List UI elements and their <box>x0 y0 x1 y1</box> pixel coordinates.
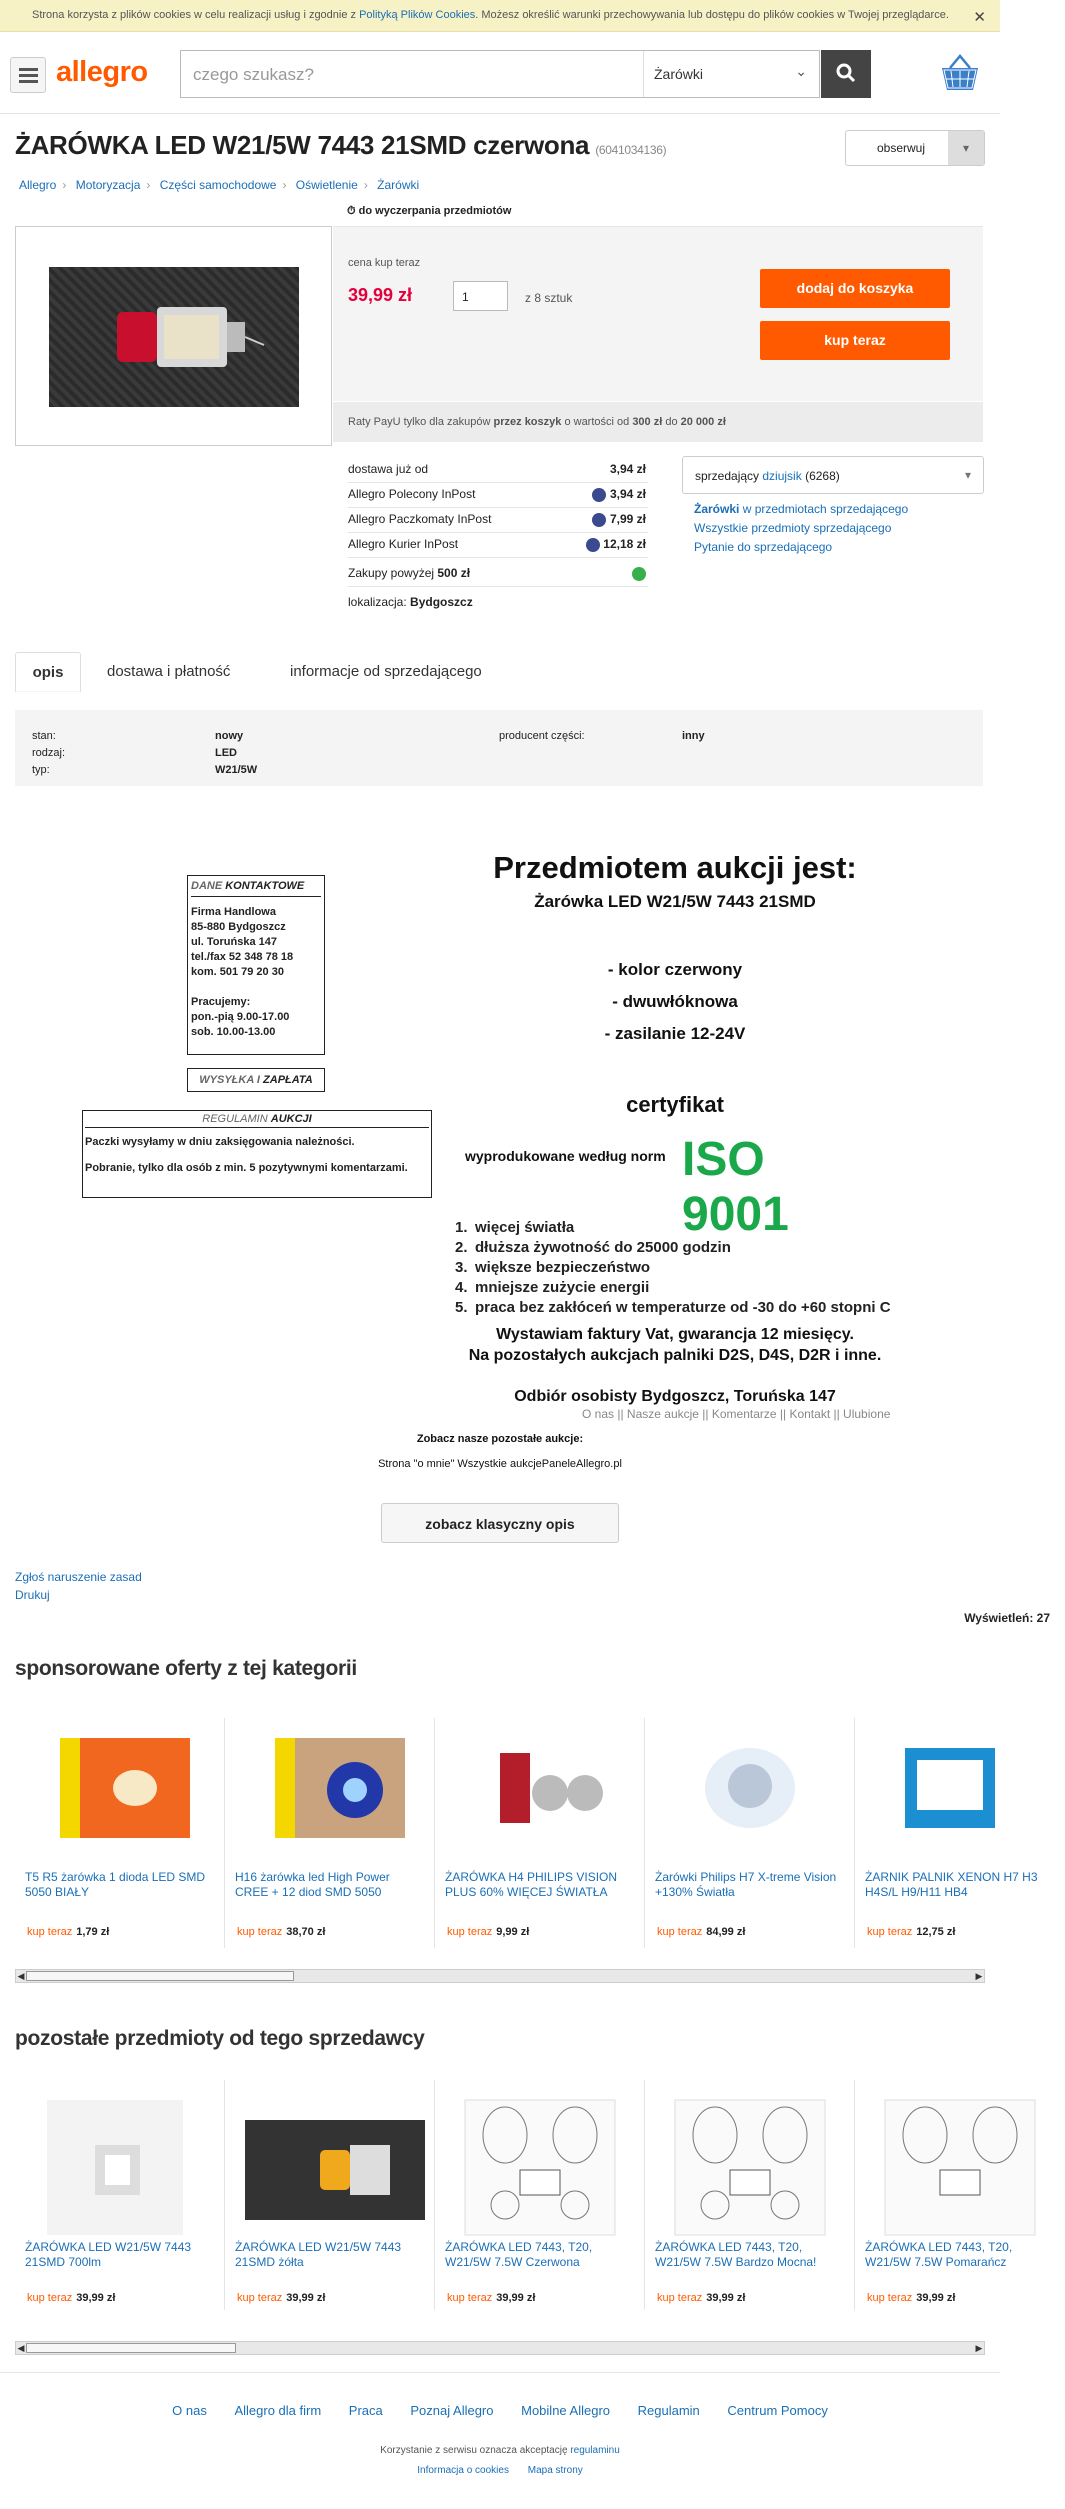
breadcrumb-item[interactable]: Żarówki <box>377 178 420 192</box>
shipping-row <box>348 483 648 508</box>
product-title: ŻARÓWKA LED W21/5W 7443 21SMD czerwona <box>15 130 590 160</box>
shipping-row <box>348 508 648 533</box>
contact-line: kom. 501 79 20 30 <box>191 966 284 978</box>
param-key: rodzaj: <box>32 747 66 759</box>
shipping-label: Allegro Polecony InPost <box>348 487 476 501</box>
offer-price-label: kup teraz <box>27 1926 73 1938</box>
sponsored-title: sponsorowane oferty z tej kategorii <box>15 1657 357 1680</box>
offer-price-value: 84,99 zł <box>706 1926 746 1938</box>
offer-image <box>235 2100 415 2235</box>
ask-seller-link[interactable]: Pytanie do sprzedającego <box>694 540 833 554</box>
sitemap-link[interactable]: Mapa strony <box>527 2465 583 2476</box>
param-value: inny <box>682 730 705 742</box>
offer-price-label: kup teraz <box>867 2292 913 2304</box>
offer-price-label: kup teraz <box>237 2292 283 2304</box>
price: 39,99 zł <box>348 285 413 305</box>
rules-text: Pobranie, tylko dla osób z min. 5 pozytywnymi komentarzami. <box>85 1162 408 1174</box>
shipping-price: 3,94 zł <box>609 462 646 476</box>
shipping-price: 7,99 zł <box>609 512 646 526</box>
product-photo[interactable] <box>15 226 332 446</box>
feature-text: mniejsze zużycie energii <box>475 1279 650 1296</box>
arrow-left-icon[interactable]: ◀ <box>17 2343 25 2353</box>
offer-price-value: 39,99 zł <box>916 2292 956 2304</box>
seller-links <box>694 500 908 557</box>
ad-spec: - zasilanie 12-24V <box>604 1024 746 1043</box>
ad-made: wyprodukowane według norm <box>465 1148 666 1164</box>
seller-items-carousel <box>15 2080 1013 2310</box>
offer-image <box>25 2100 205 2235</box>
offer-title[interactable]: Żarówki Philips H7 X-treme Vision +130% Światła <box>655 1870 837 1899</box>
ad-pickup: Odbiór osobisty Bydgoszcz, Toruńska 147 <box>514 1388 836 1405</box>
feature-text: większe bezpieczeństwo <box>475 1259 651 1276</box>
offer-card[interactable] <box>645 1718 855 1948</box>
tab-description[interactable]: opis <box>15 652 81 692</box>
product-image <box>49 267 299 407</box>
contact-heading-a: DANE <box>191 880 226 892</box>
offer-title[interactable]: ŻARÓWKA LED W21/5W 7443 21SMD żółta <box>235 2240 402 2269</box>
views-count: Wyświetleń: 27 <box>964 1611 1050 1625</box>
rules-box <box>82 1110 432 1198</box>
offer-price-value: 39,99 zł <box>286 2292 326 2304</box>
ad-iso: ISO 9001 <box>682 1133 789 1241</box>
offer-card[interactable] <box>15 1718 225 1948</box>
product-id: (6041034136) <box>595 143 667 157</box>
offer-price-label: kup teraz <box>657 1926 703 1938</box>
seller-rating: (6268) <box>805 469 840 483</box>
offer-card[interactable] <box>225 1718 435 1948</box>
tab-seller-info[interactable]: informacje od sprzedającego <box>290 663 482 680</box>
breadcrumb-separator: › <box>282 178 287 192</box>
offer-card[interactable] <box>435 1718 645 1948</box>
shipping-row <box>348 562 648 587</box>
cookie-text: Strona korzysta z plików cookies w celu realizacji usług i zgodnie z <box>32 9 360 21</box>
offer-card[interactable] <box>855 1718 1065 1948</box>
footer-secondary-links <box>0 2465 1000 2476</box>
offer-price-label: kup teraz <box>447 1926 493 1938</box>
offer-price <box>447 1926 529 1938</box>
footer-link[interactable]: Regulamin <box>637 2403 700 2418</box>
rules-text: Paczki wysyłamy w dniu zaksięgowania należności. <box>85 1136 355 1148</box>
offer-card[interactable] <box>225 2080 435 2310</box>
param-key: producent części: <box>499 730 585 742</box>
free-shipping-icon <box>632 567 646 581</box>
offer-price-value: 12,75 zł <box>916 1926 956 1938</box>
ad-store-links[interactable] <box>300 1458 700 1470</box>
contact-line: pon.-pią 9.00-17.00 <box>191 1011 290 1023</box>
footer-note-text: Korzystanie z serwisu oznacza akceptację <box>380 2445 571 2456</box>
carousel-scrollbar[interactable] <box>15 1969 985 1983</box>
param-value: W21/5W <box>215 764 258 776</box>
offer-title[interactable]: ŻARÓWKA LED 7443, T20, W21/5W 7.5W Bardzo Mocna! <box>655 2240 817 2269</box>
feature-item: 2. dłuższa żywotność do 25000 godzin <box>455 1239 731 1256</box>
feature-text: więcej światła <box>475 1219 575 1236</box>
chevron-down-icon: ⌄ <box>795 63 807 79</box>
arrow-right-icon[interactable]: ▶ <box>975 1971 983 1981</box>
footer <box>0 2372 1000 2509</box>
breadcrumb-separator: › <box>62 178 67 192</box>
payu-text: do <box>662 416 681 428</box>
offer-title[interactable]: ŻARNIK PALNIK XENON H7 H3 H4S/L H9/H11 HB4 <box>865 1870 1038 1899</box>
inpost-icon <box>592 488 606 502</box>
offer-price-value: 39,99 zł <box>706 2292 746 2304</box>
seller-items-title: pozostałe przedmioty od tego sprzedawcy <box>15 2027 425 2050</box>
stock-text: do wyczerpania przedmiotów <box>358 205 512 217</box>
param-key: stan: <box>32 730 56 742</box>
feature-item: 3. większe bezpieczeństwo <box>455 1259 651 1276</box>
rules-heading-a: REGULAMIN <box>202 1113 271 1125</box>
search-icon <box>835 64 857 89</box>
contact-line: Firma Handlowa <box>191 906 276 918</box>
offer-title[interactable]: T5 R5 żarówka 1 dioda LED SMD 5050 BIAŁY <box>25 1870 206 1899</box>
report-links <box>15 1568 142 1604</box>
offer-title[interactable]: ŻARÓWKA LED 7443, T20, W21/5W 7.5W Czerwona <box>445 2240 593 2269</box>
parameters <box>15 710 983 786</box>
contact-heading-b: KONTAKTOWE <box>225 880 305 892</box>
offer-title[interactable]: ŻARÓWKA LED W21/5W 7443 21SMD 700lm <box>25 2240 192 2269</box>
offer-image <box>25 1738 205 1838</box>
contact-line: Pracujemy: <box>191 996 251 1008</box>
feature-item: 4. mniejsze zużycie energii <box>455 1279 650 1296</box>
buy-now-button[interactable]: kup teraz <box>760 321 950 360</box>
offer-price <box>867 1926 955 1938</box>
offer-price <box>657 1926 745 1938</box>
terms-link[interactable]: regulaminu <box>570 2445 620 2456</box>
shipping-payment-box <box>187 1068 325 1092</box>
payu-text: 300 zł <box>632 416 663 428</box>
buy-box <box>333 226 983 401</box>
shipping-label: Zakupy powyżej <box>348 566 438 580</box>
category-select[interactable] <box>643 51 819 97</box>
scrollbar-thumb[interactable] <box>26 1971 294 1981</box>
offer-price <box>867 2292 955 2304</box>
observe-button[interactable] <box>845 130 985 166</box>
footer-links <box>0 2403 1000 2418</box>
feature-text: dłuższa żywotność do 25000 godzin <box>475 1239 731 1256</box>
offer-price <box>447 2292 535 2304</box>
shipping-row <box>348 458 648 483</box>
footer-note <box>0 2445 1000 2456</box>
add-to-cart-button[interactable]: dodaj do koszyka <box>760 269 950 308</box>
cookie-policy-link[interactable]: Polityką Plików Cookies <box>359 9 476 21</box>
breadcrumb-separator: › <box>146 178 151 192</box>
shipping-payment-b: ZAPŁATA <box>263 1074 313 1086</box>
contact-line: sob. 10.00-13.00 <box>191 1026 276 1038</box>
contact-line: tel./fax 52 348 78 18 <box>191 951 294 963</box>
ad-store-link[interactable]: Strona "o mnie" Wszystkie aukcje <box>378 1458 542 1470</box>
close-icon[interactable]: ✕ <box>973 9 986 26</box>
page-title <box>15 130 666 161</box>
offer-image <box>445 2100 625 2235</box>
tab-bar <box>15 652 983 692</box>
footer-link[interactable]: Praca <box>348 2403 383 2418</box>
footer-link[interactable]: Mobilne Allegro <box>521 2403 611 2418</box>
feature-text: praca bez zakłóceń w temperaturze od -30 do +60 stopni C <box>475 1299 891 1316</box>
cookie-text-2: . Możesz określić warunki przechowywania lub dostępu do plików cookies w Twojej przeglądarce. <box>475 9 949 21</box>
offer-card[interactable] <box>645 2080 855 2310</box>
breadcrumb-item[interactable]: Części samochodowe <box>159 178 277 192</box>
seller-name[interactable]: dziujsik <box>762 469 802 483</box>
footer-link[interactable]: Poznaj Allegro <box>410 2403 494 2418</box>
shipping-payment-a: WYSYŁKA I <box>199 1074 264 1086</box>
contact-heading <box>191 879 321 897</box>
breadcrumb-separator: › <box>363 178 368 192</box>
rules-heading-b: AUKCJI <box>270 1113 312 1125</box>
seller-category-link[interactable] <box>694 502 908 516</box>
offer-image <box>865 2100 1045 2235</box>
search-input[interactable]: czego szukasz? <box>193 65 314 84</box>
seller-category-rest: w przedmiotach sprzedającego <box>739 502 909 516</box>
feature-item: 1. więcej światła <box>455 1219 575 1236</box>
offer-image <box>655 1738 835 1838</box>
shipping-label: Allegro Paczkomaty InPost <box>348 512 492 526</box>
payu-info <box>333 402 983 442</box>
location-value: Bydgoszcz <box>410 595 473 609</box>
ad-invoice: Wystawiam faktury Vat, gwarancja 12 miesięcy. <box>496 1326 854 1343</box>
ad-other: Na pozostałych aukcjach palniki D2S, D4S, D2R i inne. <box>468 1347 882 1364</box>
offer-title[interactable]: ŻARÓWKA H4 PHILIPS VISION PLUS 60% WIĘCEJ ŚWIATŁA <box>445 1870 618 1899</box>
offer-price-label: kup teraz <box>237 1926 283 1938</box>
payu-text: 20 000 zł <box>680 416 726 428</box>
tab-shipping[interactable]: dostawa i płatność <box>107 663 231 680</box>
quantity-field[interactable]: 1 <box>453 281 508 311</box>
location-label: lokalizacja: <box>348 595 411 609</box>
offer-price-label: kup teraz <box>27 2292 73 2304</box>
category-value: Żarówki <box>654 66 704 82</box>
offer-price-value: 39,99 zł <box>76 2292 116 2304</box>
offer-image <box>235 1738 415 1838</box>
offer-price <box>237 1926 325 1938</box>
offer-price <box>657 2292 745 2304</box>
breadcrumb <box>19 178 419 192</box>
shipping-price: 3,94 zł <box>609 487 646 501</box>
offer-price-label: kup teraz <box>867 1926 913 1938</box>
ad-cert: certyfikat <box>626 1092 724 1117</box>
seller-box[interactable] <box>682 456 984 494</box>
ad-see-other: Zobacz nasze pozostałe aukcje: <box>416 1433 584 1445</box>
offer-price <box>27 2292 115 2304</box>
footer-link[interactable]: O nas <box>172 2403 207 2418</box>
shipping-list <box>348 458 648 616</box>
offer-title[interactable]: H16 żarówka led High Power CREE + 12 diod SMD 5050 <box>235 1870 390 1899</box>
payu-text: przez koszyk <box>493 416 562 428</box>
seller-category-bold: Żarówki <box>694 502 740 516</box>
offer-image <box>655 2100 835 2235</box>
observe-label: obserwuj <box>876 141 926 155</box>
footer-link[interactable]: Centrum Pomocy <box>727 2403 828 2418</box>
sponsored-carousel <box>15 1718 1038 1948</box>
rules-heading <box>85 1111 429 1128</box>
price-label: cena kup teraz <box>348 257 421 269</box>
offer-price-value: 1,79 zł <box>76 1926 110 1938</box>
cookie-banner <box>0 0 1000 32</box>
menu-icon[interactable] <box>10 57 46 93</box>
ad-store-link[interactable]: PaneleAllegro.pl <box>541 1458 622 1470</box>
header <box>0 32 1000 114</box>
seller-label: sprzedający <box>695 469 763 483</box>
cart-icon[interactable] <box>938 52 982 96</box>
search-button[interactable] <box>821 50 871 98</box>
feature-item: 5. praca bez zakłóceń w temperaturze od -30 do +60 stopni C <box>455 1299 891 1316</box>
offer-price <box>27 1926 109 1938</box>
offer-price-value: 39,99 zł <box>496 2292 536 2304</box>
payu-text: Raty PayU tylko dla zakupów <box>348 416 494 428</box>
inpost-icon <box>592 513 606 527</box>
offer-card[interactable] <box>855 2080 1065 2310</box>
offer-price <box>237 2292 325 2304</box>
offer-card[interactable] <box>435 2080 645 2310</box>
scrollbar-thumb[interactable] <box>26 2343 236 2353</box>
contact-spacer <box>191 980 321 995</box>
feature-list <box>455 1218 891 1318</box>
report-link[interactable]: Zgłoś naruszenie zasad <box>15 1570 142 1584</box>
breadcrumb-item[interactable]: Oświetlenie <box>295 178 358 192</box>
stopwatch-icon: ⏱ <box>347 205 356 217</box>
param-value: nowy <box>215 730 244 742</box>
arrow-left-icon[interactable]: ◀ <box>17 1971 25 1981</box>
ad-subtitle: Żarówka LED W21/5W 7443 21SMD <box>534 892 816 911</box>
ad-spec: - dwuwłóknowa <box>612 992 738 1011</box>
ad-links[interactable]: O nas || Nasze aukcje || Komentarze || Kontakt || Ulubione <box>582 1407 891 1421</box>
carousel-scrollbar[interactable] <box>15 2341 985 2355</box>
param-value: LED <box>215 747 237 759</box>
shipping-label: Allegro Kurier InPost <box>348 537 459 551</box>
breadcrumb-item[interactable]: Allegro <box>19 178 57 192</box>
inpost-icon <box>586 538 600 552</box>
shipping-threshold: 500 zł <box>437 566 471 580</box>
offer-title[interactable]: ŻARÓWKA LED 7443, T20, W21/5W 7.5W Pomarańcz <box>865 2240 1013 2269</box>
contact-box <box>187 875 325 1055</box>
footer-link[interactable]: Allegro dla firm <box>234 2403 322 2418</box>
quantity-available: z 8 sztuk <box>525 291 573 305</box>
cookie-info-link[interactable]: Informacja o cookies <box>417 2465 509 2476</box>
location-row <box>348 591 648 616</box>
param-key: typ: <box>32 764 50 776</box>
ad-spec: - kolor czerwony <box>607 960 743 979</box>
stock-info <box>347 205 511 218</box>
contact-line: 85-880 Bydgoszcz <box>191 921 286 933</box>
chevron-down-icon[interactable]: ▾ <box>964 468 971 482</box>
offer-image <box>865 1738 1045 1838</box>
chevron-down-icon[interactable]: ▾ <box>948 131 984 165</box>
offer-price-value: 38,70 zł <box>286 1926 326 1938</box>
search-bar <box>180 50 820 98</box>
offer-price-label: kup teraz <box>657 2292 703 2304</box>
shipping-row <box>348 533 648 558</box>
classic-description-button[interactable]: zobacz klasyczny opis <box>381 1503 619 1543</box>
offer-card[interactable] <box>15 2080 225 2310</box>
offer-price-label: kup teraz <box>447 2292 493 2304</box>
logo[interactable]: allegro <box>56 56 148 88</box>
seller-all-items-link[interactable]: Wszystkie przedmioty sprzedającego <box>694 521 892 535</box>
offer-image <box>445 1738 625 1838</box>
shipping-price: 12,18 zł <box>603 537 646 551</box>
contact-line: ul. Toruńska 147 <box>191 936 277 948</box>
ad-title: Przedmiotem aukcji jest: <box>493 850 857 885</box>
print-link[interactable]: Drukuj <box>15 1588 50 1602</box>
offer-price-value: 9,99 zł <box>496 1926 530 1938</box>
breadcrumb-item[interactable]: Motoryzacja <box>75 178 141 192</box>
payu-text: o wartości od <box>561 416 633 428</box>
shipping-label: dostawa już od <box>348 462 429 476</box>
arrow-right-icon[interactable]: ▶ <box>975 2343 983 2353</box>
